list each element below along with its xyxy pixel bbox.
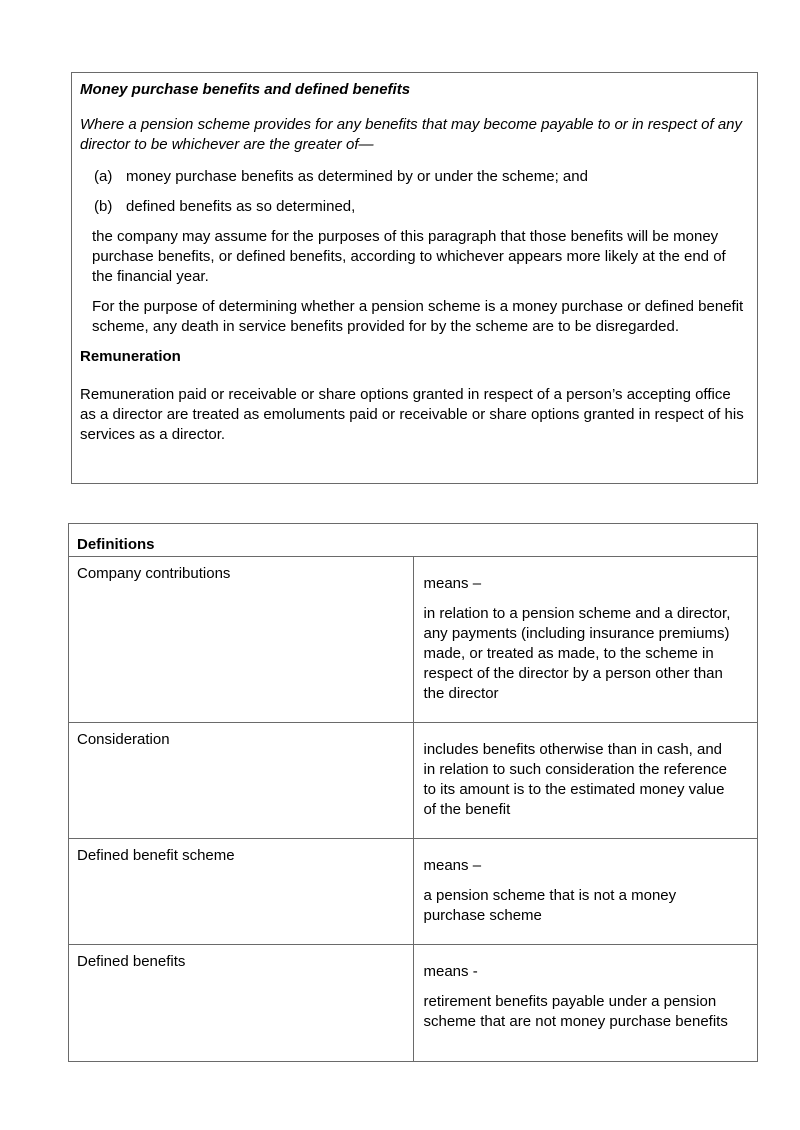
definition-cell xyxy=(413,723,758,839)
list-item-b xyxy=(94,197,749,217)
list-marker-a: (a) xyxy=(94,168,113,185)
definitions-table xyxy=(68,523,758,1062)
definitions-header: Definitions xyxy=(69,524,758,557)
money-purchase-benefits-box xyxy=(71,72,758,484)
table-row xyxy=(69,839,758,945)
table-header-row xyxy=(69,524,758,557)
term-cell: Defined benefit scheme xyxy=(69,839,414,945)
definition-paragraph: retirement benefits payable under a pension scheme that are not money purchase benefits xyxy=(423,993,728,1030)
intro-paragraph: Where a pension scheme provides for any benefits that may become payable to or in respect of any director to be whichever are the greater of— xyxy=(80,116,743,153)
list-text-a: money purchase benefits as determined by or under the scheme; and xyxy=(126,168,588,185)
term-cell: Consideration xyxy=(69,723,414,839)
definition-paragraph: includes benefits otherwise than in cash, and in relation to such consideration the reference to its amount is to the estimated money value of the benefit xyxy=(423,741,728,818)
table-row xyxy=(69,557,758,723)
list-text-b: defined benefits as so determined, xyxy=(126,198,356,215)
term-cell: Defined benefits xyxy=(69,945,414,1062)
table-row xyxy=(69,945,758,1062)
remuneration-heading: Remuneration xyxy=(80,348,181,365)
section-heading: Money purchase benefits and defined benefits xyxy=(80,81,411,98)
body-paragraph-2: For the purpose of determining whether a pension scheme is a money purchase or defined benefit scheme, any death in service benefits provided for by the scheme are to be disregarded. xyxy=(92,298,744,335)
term-cell: Company contributions xyxy=(69,557,414,723)
definition-paragraph: means – xyxy=(423,575,482,592)
definition-cell xyxy=(413,557,758,723)
definition-paragraph: means - xyxy=(423,963,478,980)
definition-paragraph: a pension scheme that is not a money purchase scheme xyxy=(423,887,677,924)
remuneration-paragraph: Remuneration paid or receivable or share options granted in respect of a person’s accepting office as a director are treated as emoluments paid or receivable or share options granted in respect of his services as a director. xyxy=(80,386,744,443)
list-marker-b: (b) xyxy=(94,198,113,215)
list-item-a xyxy=(94,167,749,187)
table-row xyxy=(69,723,758,839)
definition-paragraph: in relation to a pension scheme and a director, any payments (including insurance premiums) made, or treated as made, to the scheme in respect of the director by a person other than the director xyxy=(423,605,731,702)
definition-cell xyxy=(413,839,758,945)
definition-cell xyxy=(413,945,758,1062)
definition-paragraph: means – xyxy=(423,857,482,874)
body-paragraph-1: the company may assume for the purposes of this paragraph that those benefits will be money purchase benefits, or defined benefits, according to whichever appears more likely at the end of the financial year. xyxy=(92,228,726,285)
